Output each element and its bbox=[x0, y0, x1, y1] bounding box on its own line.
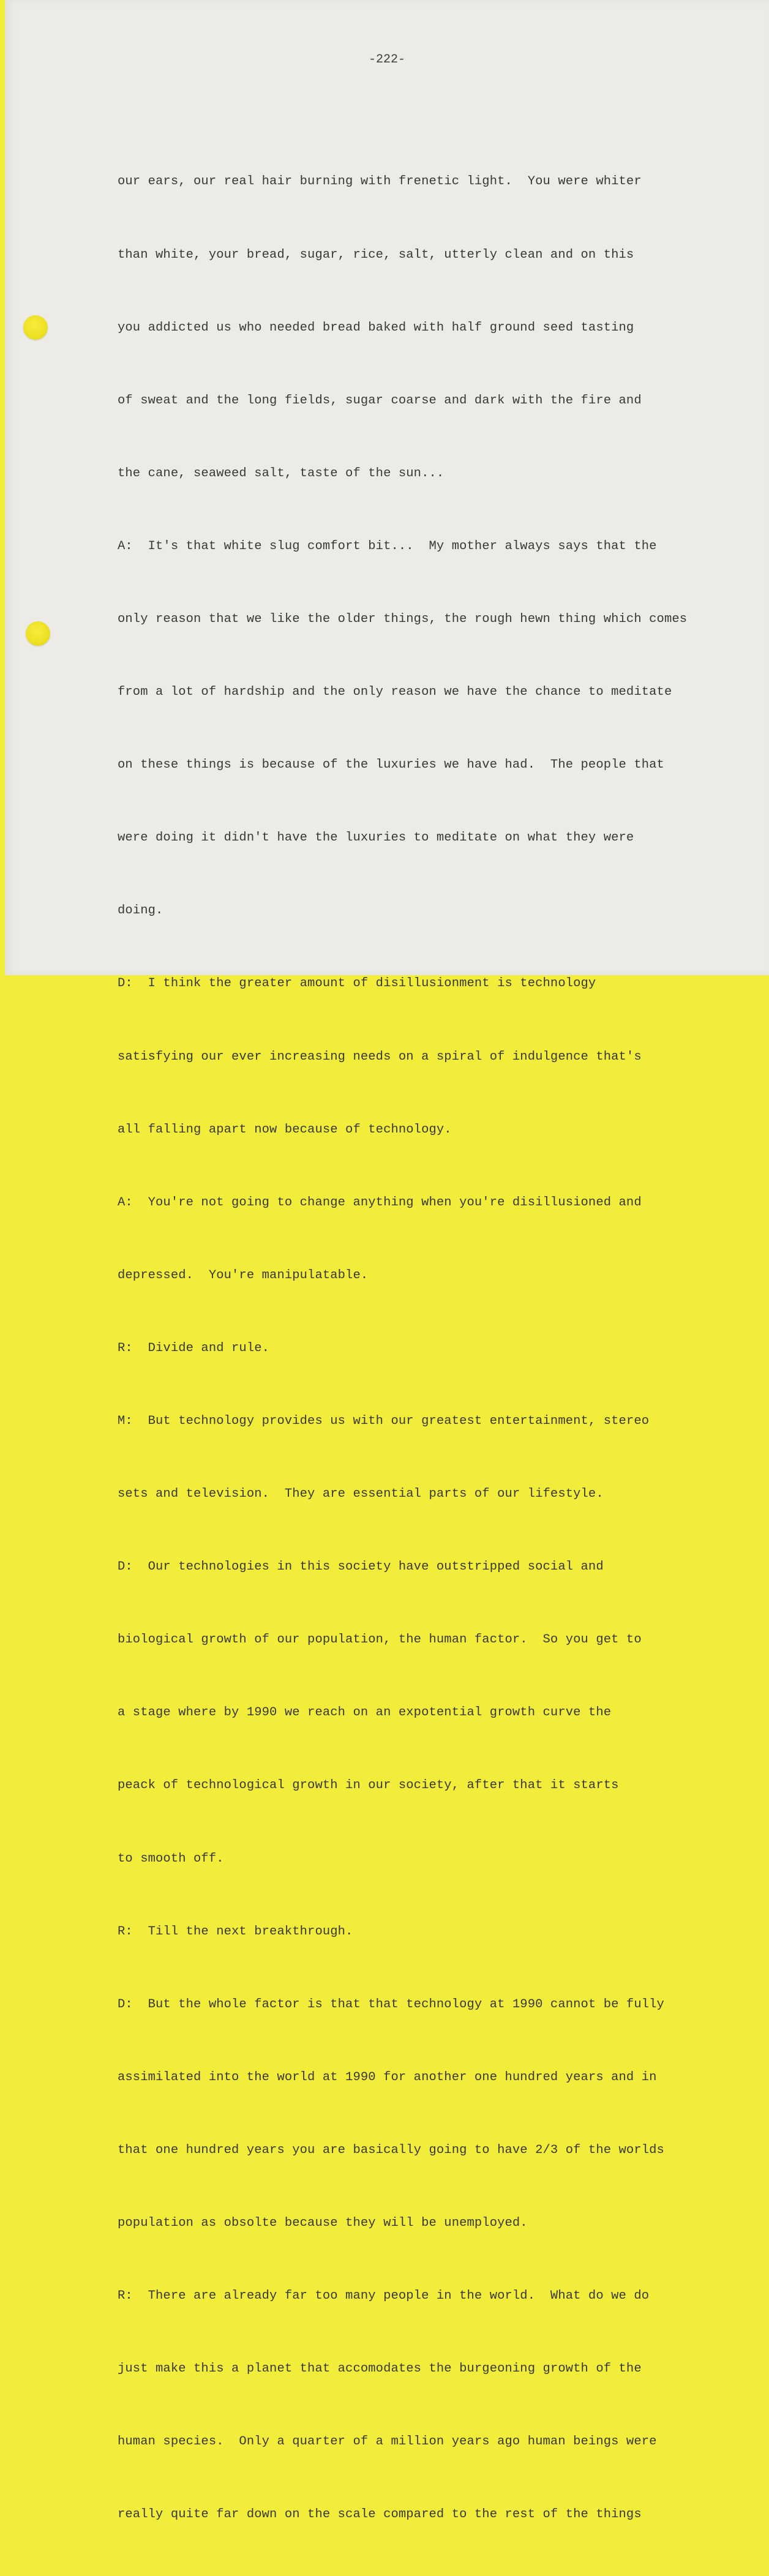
text-line: from a lot of hardship and the only reason we have the chance to meditate bbox=[118, 685, 672, 700]
text-line: satisfying our ever increasing needs on a spiral of indulgence that's bbox=[118, 1049, 642, 1064]
text-line: were doing it didn't have the luxuries to meditate on what they were bbox=[118, 831, 634, 845]
text-line: that one hundred years you are basically going to have 2/3 of the worlds bbox=[118, 2143, 664, 2157]
document-page bbox=[5, 0, 769, 2522]
text-line: sets and television. They are essential parts of our lifestyle. bbox=[118, 1487, 604, 1502]
text-line: M: But technology provides us with our greatest entertainment, stereo bbox=[118, 1414, 650, 1428]
text-line: A: You're not going to change anything when you're disillusioned and bbox=[118, 1195, 642, 1210]
text-line: biological growth of our population, the human factor. So you get to bbox=[118, 1633, 642, 1647]
text-line: really quite far down on the scale compared to the rest of the things bbox=[118, 2507, 642, 2522]
text-line: all falling apart now because of technology. bbox=[118, 1122, 452, 1137]
text-line: than white, your bread, sugar, rice, salt, utterly clean and on this bbox=[118, 247, 634, 262]
text-line: peack of technological growth in our society, after that it starts bbox=[118, 1778, 619, 1793]
text-line: you addicted us who needed bread baked with half ground seed tasting bbox=[118, 320, 634, 335]
text-line: D: Our technologies in this society have outstripped social and bbox=[118, 1560, 604, 1574]
text-line: doing. bbox=[118, 904, 163, 918]
text-line: to smooth off. bbox=[118, 1851, 224, 1866]
punch-hole-upper bbox=[23, 315, 48, 340]
page-number: -222- bbox=[368, 53, 405, 67]
text-line: R: Divide and rule. bbox=[118, 1341, 270, 1355]
text-line: population as obsolte because they will be unemployed. bbox=[118, 2216, 528, 2231]
text-line: on these things is because of the luxuries we have had. The people that bbox=[118, 758, 664, 773]
text-line: D: But the whole factor is that that technology at 1990 cannot be fully bbox=[118, 1997, 664, 2012]
text-line: of sweat and the long fields, sugar coarse and dark with the fire and bbox=[118, 393, 642, 408]
text-line: A: It's that white slug comfort bit... My mother always says that the bbox=[118, 539, 657, 553]
text-line: just make this a planet that accomodates the burgeoning growth of the bbox=[118, 2362, 642, 2376]
text-line: D: I think the greater amount of disillusionment is technology bbox=[118, 976, 596, 991]
text-line: assimilated into the world at 1990 for another one hundred years and in bbox=[118, 2070, 657, 2084]
text-line: only reason that we like the older things, the rough hewn thing which comes bbox=[118, 612, 688, 626]
text-line: R: Till the next breakthrough. bbox=[118, 1924, 353, 1939]
text-line: R: There are already far too many people in the world. What do we do bbox=[118, 2289, 650, 2304]
text-line: the cane, seaweed salt, taste of the sun... bbox=[118, 466, 445, 481]
text-line: depressed. You're manipulatable. bbox=[118, 1268, 369, 1282]
punch-hole-lower bbox=[26, 621, 50, 646]
text-line: a stage where by 1990 we reach on an expotential growth curve the bbox=[118, 1705, 612, 1720]
transcript-body bbox=[118, 121, 767, 2576]
text-line: our ears, our real hair burning with frenetic light. You were whiter bbox=[118, 174, 642, 189]
text-line: human species. Only a quarter of a million years ago human beings were bbox=[118, 2435, 657, 2449]
